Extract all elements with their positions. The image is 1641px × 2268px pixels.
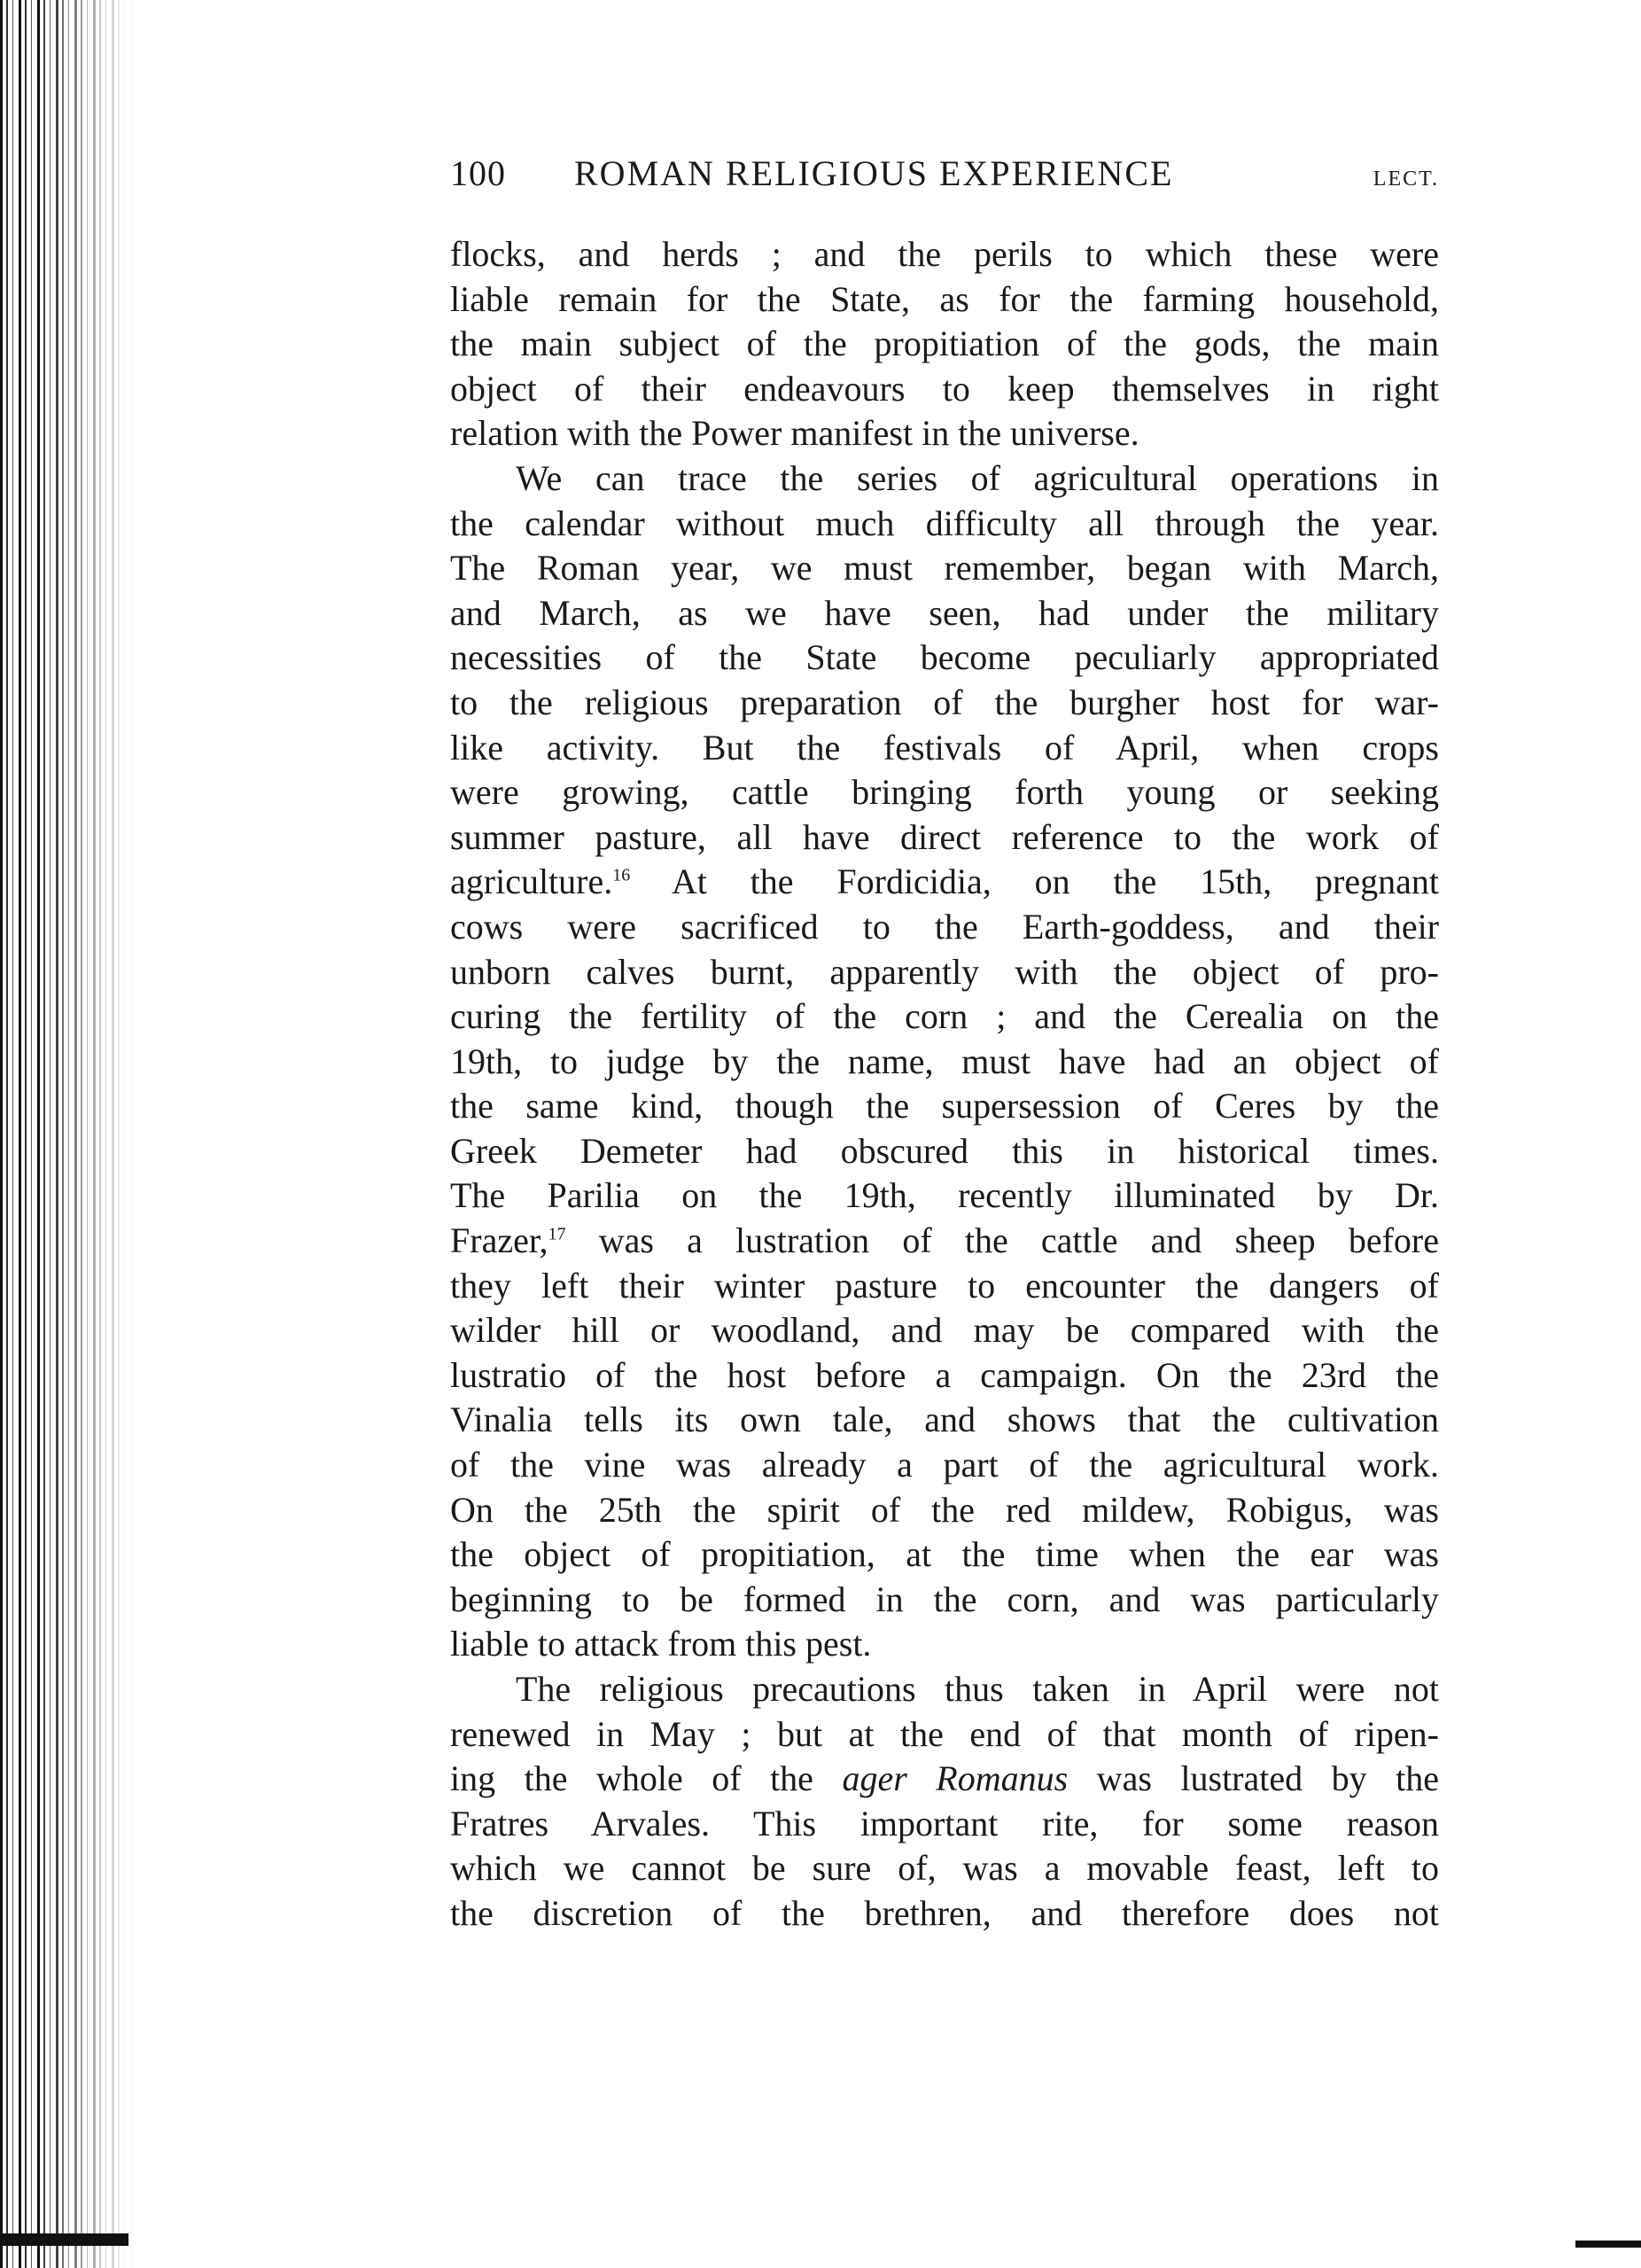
text-fragment: was a lustration of the cattle and sheep before — [565, 1220, 1439, 1261]
text-line: object of their endeavours to keep themselves in right — [450, 368, 1439, 409]
text-fragment: ing the whole of the — [450, 1758, 843, 1799]
text-line: The Parilia on the 19th, recently illuminated by Dr. — [450, 1175, 1439, 1216]
text-line: to the religious preparation of the burgher host for war- — [450, 682, 1439, 722]
text-line: and March, as we have seen, had under the military — [450, 592, 1439, 633]
footnote-ref-17: 17 — [548, 1224, 566, 1244]
text-line: summer pasture, all have direct reference to the work of — [450, 816, 1439, 857]
text-line: curing the fertility of the corn ; and the Cerealia on the — [450, 996, 1439, 1037]
text-line: liable remain for the State, as for the farming household, — [450, 278, 1439, 319]
text-line: 19th, to judge by the name, must have had an object of — [450, 1040, 1439, 1081]
footnote-ref-16: 16 — [612, 865, 631, 885]
text-line: of the vine was already a part of the agricultural work. — [450, 1445, 1439, 1485]
text-line: they left their winter pasture to encounter the dangers of — [450, 1265, 1439, 1305]
paragraph-1 — [450, 232, 1439, 456]
text-line: wilder hill or woodland, and may be compared with the — [450, 1310, 1439, 1351]
binding-base-shadow — [0, 2233, 128, 2246]
text-line: unborn calves burnt, apparently with the object of pro- — [450, 951, 1439, 992]
running-header — [450, 152, 1439, 206]
text-line: the discretion of the brethren, and therefore does not — [450, 1892, 1439, 1933]
text-line: beginning to be formed in the corn, and was particularly — [450, 1578, 1439, 1619]
lecture-label: LECT. — [1373, 168, 1439, 191]
text-line: necessities of the State become peculiarly appropriated — [450, 637, 1439, 678]
running-title: ROMAN RELIGIOUS EXPERIENCE — [574, 153, 1174, 193]
text-fragment: Frazer, — [450, 1220, 548, 1261]
paragraph-2 — [450, 456, 1439, 1667]
text-fragment: was lustrated by the — [1068, 1758, 1439, 1799]
text-line: the main subject of the propitiation of the gods, the main — [450, 323, 1439, 364]
text-line-with-footnote-17 — [450, 1219, 1439, 1264]
text-line: The Roman year, we must remember, began with March, — [450, 548, 1439, 588]
text-line: On the 25th the spirit of the red mildew, Robigus, was — [450, 1489, 1439, 1530]
text-fragment: At the Fordicidia, on the 15th, pregnant — [630, 861, 1439, 902]
text-line: cows were sacrificed to the Earth-goddess, and their — [450, 906, 1439, 947]
text-line: which we cannot be sure of, was a movable feast, left to — [450, 1848, 1439, 1889]
text-line: liable to attack from this pest. — [450, 1624, 872, 1664]
text-fragment: agriculture. — [450, 861, 613, 902]
text-line: Fratres Arvales. This important rite, for some reason — [450, 1803, 1439, 1843]
text-line: like activity. But the festivals of April, when crops — [450, 727, 1439, 768]
text-line: lustratio of the host before a campaign. On the 23rd the — [450, 1354, 1439, 1395]
text-line: relation with the Power manifest in the universe. — [450, 413, 1139, 454]
italic-term-ager-romanus: ager Romanus — [842, 1758, 1069, 1799]
body-text — [450, 232, 1439, 1937]
text-line: renewed in May ; but at the end of that month of ripen- — [450, 1713, 1439, 1754]
text-line-with-footnote-16 — [450, 860, 1439, 905]
text-line: Vinalia tells its own tale, and shows that the cultivation — [450, 1399, 1439, 1440]
page-number: 100 — [450, 153, 506, 193]
text-line: the object of propitiation, at the time when the ear was — [450, 1534, 1439, 1575]
text-line: The religious precautions thus taken in April were not — [516, 1669, 1439, 1709]
corner-mark — [1575, 2241, 1641, 2248]
text-line: the same kind, though the supersession of Ceres by the — [450, 1086, 1439, 1126]
text-line: were growing, cattle bringing forth young or seeking — [450, 772, 1439, 813]
text-line: flocks, and herds ; and the perils to which these were — [450, 234, 1439, 274]
text-line-with-italic — [450, 1757, 1439, 1802]
paragraph-3 — [450, 1667, 1439, 1937]
book-binding-edge — [0, 0, 133, 2268]
text-line: Greek Demeter had obscured this in historical times. — [450, 1130, 1439, 1171]
text-line: the calendar without much difficulty all through the year. — [450, 503, 1439, 543]
text-line: We can trace the series of agricultural operations in — [516, 457, 1439, 498]
